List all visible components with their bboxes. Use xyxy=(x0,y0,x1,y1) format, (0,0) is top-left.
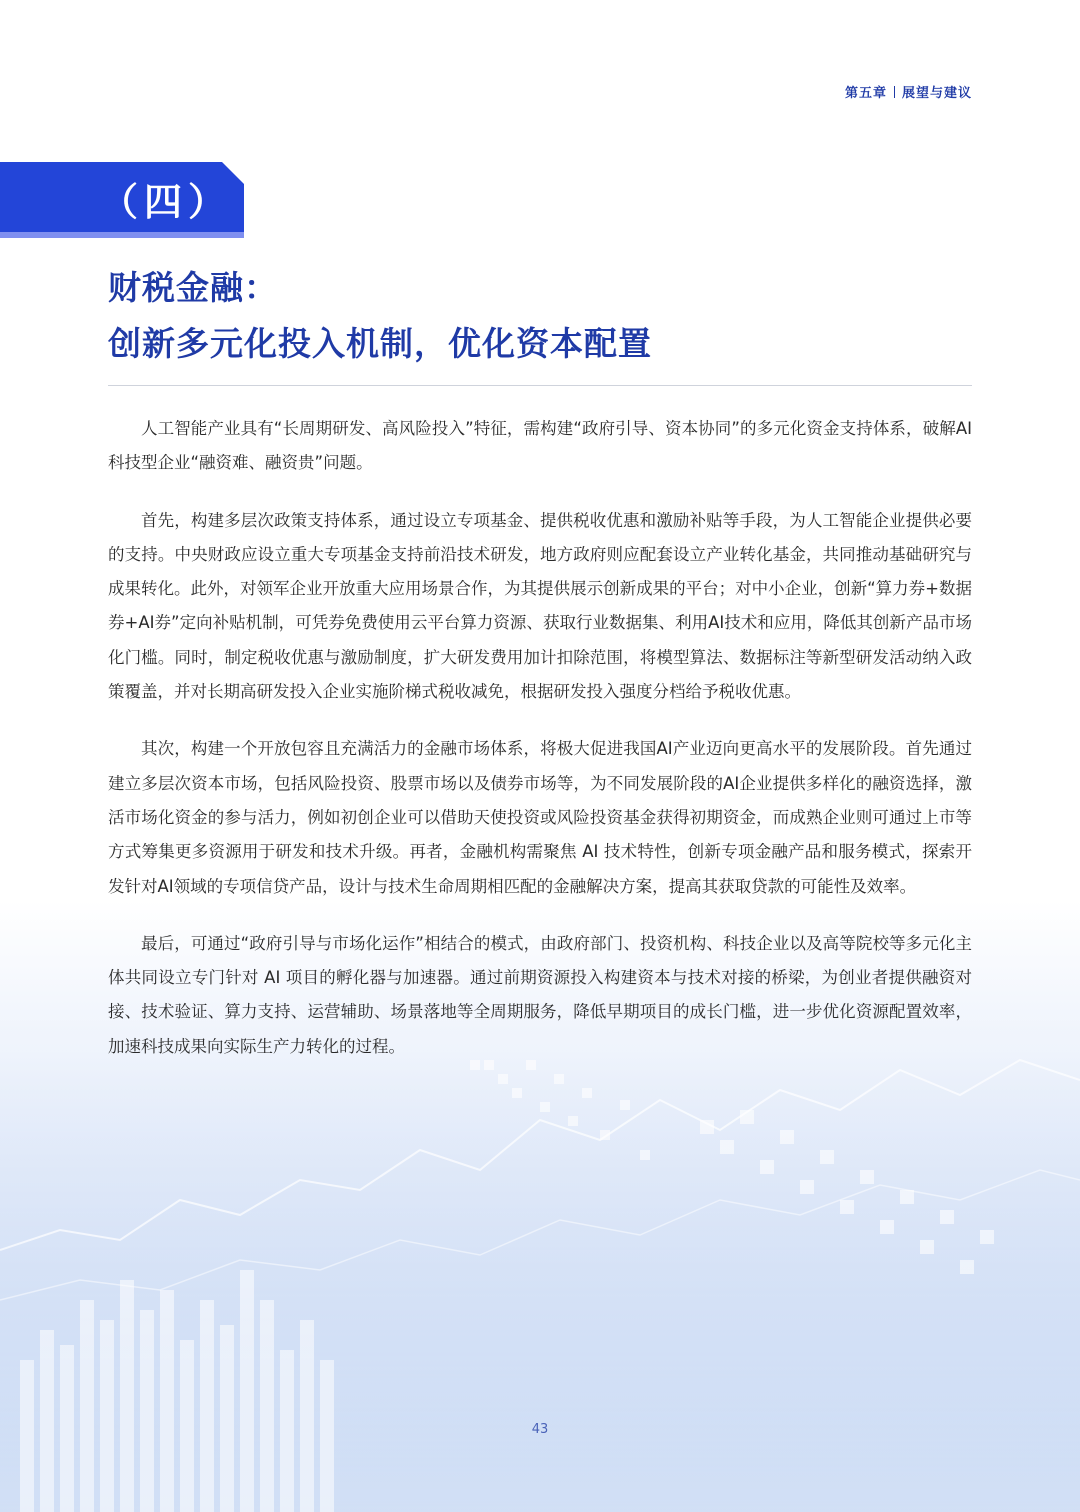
paragraph-policy: 首先，构建多层次政策支持体系，通过设立专项基金、提供税收优惠和激励补贴等手段，为人工智能企业提供必要的支持。中央财政应设立重大专项基金支持前沿技术研发，地方政府则应配套设立产业转化基金，共同推动基础研究与成果转化。此外，对领军企业开放重大应用场景合作，为其提供展示创新成果的平台；对中小企业，创新“算力券+数据券+AI券”定向补贴机制，可凭券免费使用云平台算力资源、获取行业数据集、利用AI技术和应用，降低其创新产品市场化门槛。同时，制定税收优惠与激励制度，扩大研发费用加计扣除范围，将模型算法、数据标注等新型研发活动纳入政策覆盖，并对长期高研发投入企业实施阶梯式税收减免，根据研发投入强度分档给予税收优惠。 xyxy=(108,510,972,702)
page-number: 43 xyxy=(531,1422,549,1437)
section-title-line1: 财税金融： xyxy=(108,268,278,307)
section-title-line2: 创新多元化投入机制，优化资本配置 xyxy=(108,324,652,363)
paragraph-financial-market: 其次，构建一个开放包容且充满活力的金融市场体系，将极大促进我国AI产业迈向更高水平的发展阶段。首先通过建立多层次资本市场，包括风险投资、股票市场以及债券市场等，为不同发展阶段的AI企业提供多样化的融资选择，激活市场化资金的参与活力，例如初创企业可以借助天使投资或风险投资基金获得初期资金，而成熟企业则可通过上市等方式筹集更多资源用于研发和技术升级。再者，金融机构需聚焦 AI 技术特性，创新专项金融产品和服务模式，探索开发针对AI领域的专项信贷产品，设计与技术生命周期相匹配的金融解决方案，提高其获取贷款的可能性及效率。 xyxy=(108,739,972,896)
body-text xyxy=(108,412,972,1087)
chapter-header xyxy=(845,82,972,101)
header-divider xyxy=(894,86,895,98)
paragraph-intro: 人工智能产业具有“长周期研发、高风险投入”特征，需构建“政府引导、资本协同”的多元化资金支持体系，破解AI科技型企业“融资难、融资贵”问题。 xyxy=(108,419,972,473)
section-title xyxy=(108,260,652,372)
chapter-number: 第五章 xyxy=(844,86,887,101)
section-number: （四） xyxy=(100,180,233,224)
title-divider xyxy=(108,385,972,386)
chapter-topic: 展望与建议 xyxy=(901,86,972,101)
paragraph-incubator: 最后，可通过“政府引导与市场化运作”相结合的模式，由政府部门、投资机构、科技企业以及高等院校等多元化主体共同设立专门针对 AI 项目的孵化器与加速器。通过前期资源投入构建资本与技术对接的桥梁，为创业者提供融资对接、技术验证、算力支持、运营辅助、场景落地等全周期服务，降低早期项目的成长门槛，进一步优化资源配置效率，加速科技成果向实际生产力转化的过程。 xyxy=(108,933,972,1056)
